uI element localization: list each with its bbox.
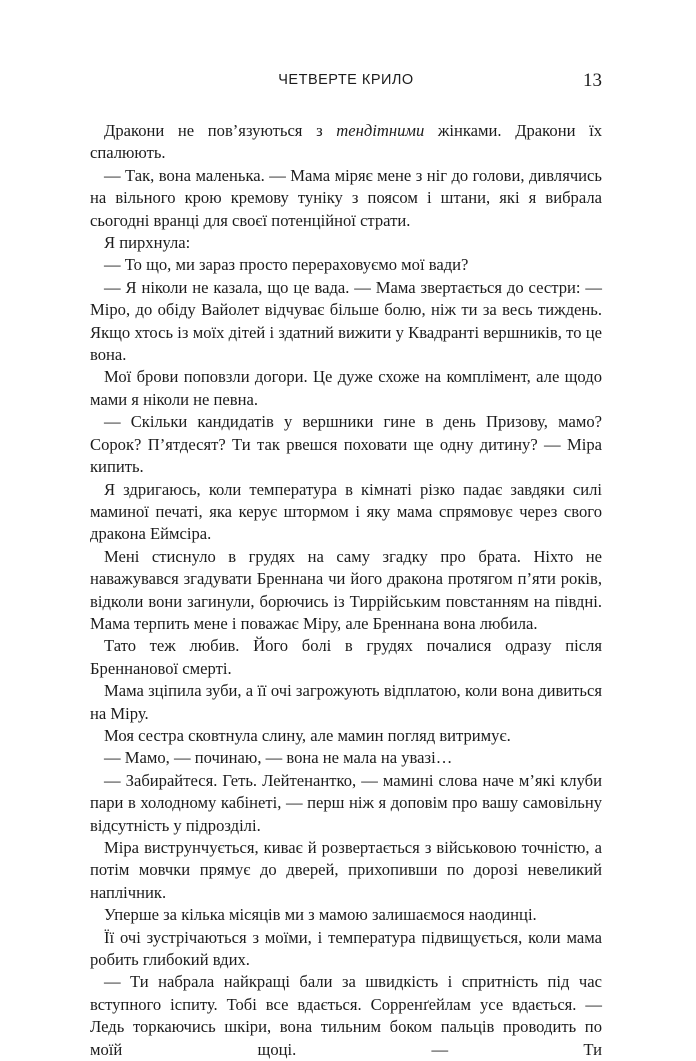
running-head [90, 70, 602, 94]
paragraph-17: Її очі зустрічаються з моїми, і температура підвищується, коли мама робить глибокий вдих. [90, 927, 602, 970]
paragraph-2: — Так, вона маленька. — Мама міряє мене з ніг до голови, дивлячись на вільного крою кремову туніку з поясом і штани, які я вибрала сьогодні вранці для своєї потенційної страти. [90, 165, 602, 230]
paragraph-3: Я пирхнула: [104, 233, 191, 253]
paragraph-1-text-end: жінками. Дракони їх спалюють. [90, 121, 602, 163]
book-title: ЧЕТВЕРТЕ КРИЛО [278, 72, 414, 88]
paragraph-4: — То що, ми зараз просто перераховуємо мої вади? [104, 255, 469, 275]
paragraph-1-text-start: Дракони не пов’язуються з [104, 121, 337, 140]
paragraph-1 [90, 120, 602, 165]
page-number: 13 [583, 70, 602, 91]
paragraph-13: — Мамо, — починаю, — вона не мала на увазі… [104, 748, 453, 768]
paragraph-6: Мої брови поповзли догори. Це дуже схоже на комплімент, але щодо мами я ніколи не певна. [90, 367, 602, 409]
paragraph-14: — Забирайтеся. Геть. Лейтенантко, — мамині слова наче м’які клуби пари в холодному кабінеті, — перш ніж я доповім про вашу самовільну відсутність у підрозділі. [90, 770, 602, 835]
paragraph-10: Тато теж любив. Його болі в грудях почалися одразу після Бреннанової смерті. [90, 636, 602, 678]
paragraph-8: Я здригаюсь, коли температура в кімнаті різко падає завдяки силі маминої печаті, яка керує штормом і яку мама спрямовує через свого дракона Еймсіра. [90, 479, 602, 544]
paragraph-9: Мені стиснуло в грудях на саму згадку про брата. Ніхто не наважувався згадувати Бреннана чи його дракона протягом п’яти років, відколи вони загинули, борючись із Тиррійським повстанням на півдні. Мама терпить мене і поважає Міру, але Бреннана вона любила. [90, 546, 602, 633]
paragraph-16: Уперше за кілька місяців ми з мамою залишаємося наодинці. [104, 905, 537, 925]
paragraph-7: — Скільки кандидатів у вершники гине в день Призову, мамо? Сорок? П’ятдесят? Ти так рвешся поховати ще одну дитину? — Міра кипить. [90, 412, 602, 477]
text-body [90, 120, 602, 1061]
paragraph-18: — Ти набрала найкращі бали за швидкість і спритність під час вступного іспиту. Тобі все вдається. Сорренґейлам усе вдається. — Ледь торкаючись шкіри, вона тильним боком пальців проводить по моїй щоці. — Ти [90, 972, 602, 1059]
paragraph-12: Моя сестра сковтнула слину, але мамин погляд витримує. [104, 725, 511, 745]
paragraph-11: Мама зціпила зуби, а її очі загрожують відплатою, коли вона дивиться на Міру. [90, 681, 602, 723]
paragraph-1-italic-word: тендітними [336, 121, 425, 140]
paragraph-5: — Я ніколи не казала, що це вада. — Мама звертається до сестри: — Міро, до обіду Вайолет відчуває більше болю, ніж ти за весь тиждень. Якщо хтось із моїх дітей і здатний вижити у Квадранті вершників, то це вона. [90, 277, 602, 365]
paragraph-15: Міра виструнчується, киває й розвертається з військовою точністю, а потім мовчки прямує до дверей, прихопивши по дорозі невеликий наплічник. [90, 838, 602, 902]
